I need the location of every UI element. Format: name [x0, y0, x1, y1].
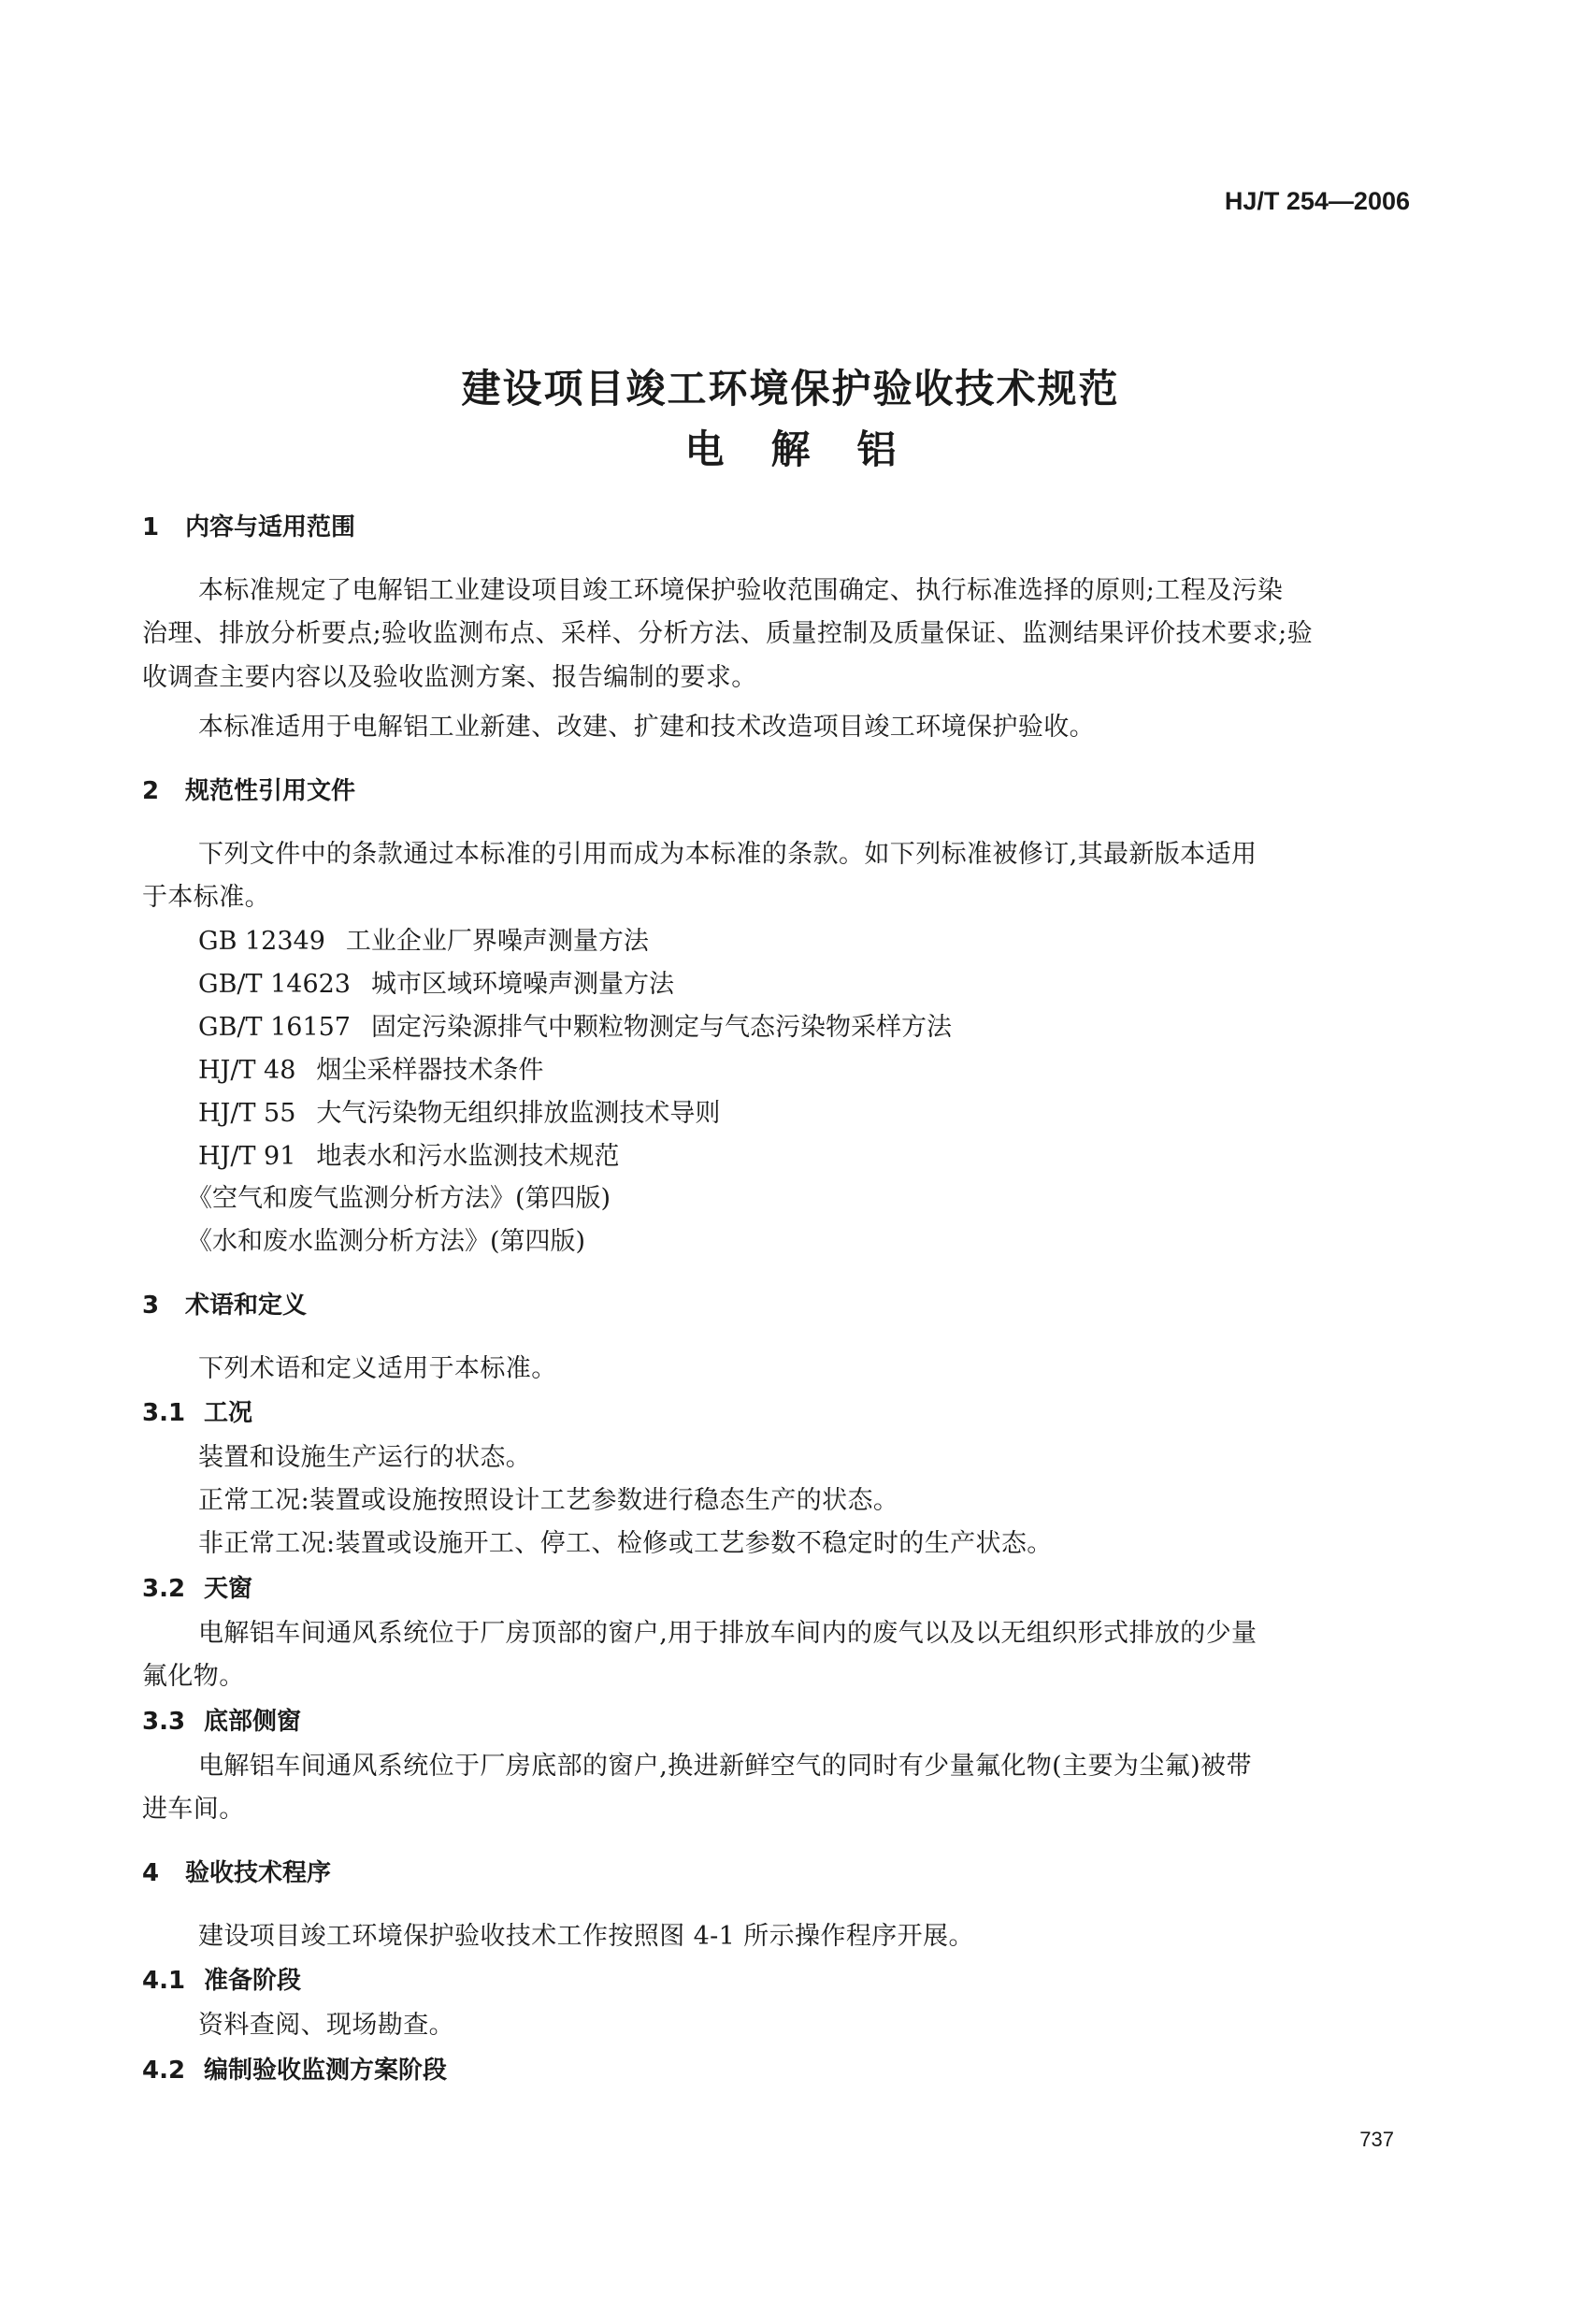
- section-1-heading: [142, 508, 355, 542]
- paragraph: 下列文件中的条款通过本标准的引用而成为本标准的条款。如下列标准被修订,其最新版本适用: [198, 840, 1258, 869]
- section-2-heading: [142, 772, 355, 806]
- reference-code: GB 12349: [198, 927, 325, 956]
- section-number: 2: [142, 777, 160, 805]
- paragraph: 非正常工况:装置或设施开工、停工、检修或工艺参数不稳定时的生产状态。: [198, 1529, 1053, 1558]
- paragraph: 正常工况:装置或设施按照设计工艺参数进行稳态生产的状态。: [198, 1486, 899, 1515]
- subsection-title: 工况: [204, 1399, 253, 1427]
- reference-item: [198, 920, 649, 957]
- paragraph: 本标准适用于电解铝工业新建、改建、扩建和技术改造项目竣工环境保护验收。: [198, 713, 1095, 742]
- paragraph: 资料查阅、现场勘查。: [198, 2011, 454, 2040]
- page-number: 737: [1359, 2128, 1394, 2151]
- subsection-4-2-heading: [142, 2051, 447, 2086]
- subsection-3-2-heading: [142, 1569, 252, 1604]
- subsection-title: 编制验收监测方案阶段: [204, 2057, 448, 2085]
- reference-code: GB/T 14623: [198, 970, 351, 999]
- reference-item: [198, 1092, 720, 1129]
- reference-item: [198, 963, 674, 1000]
- paragraph-continuation: 收调查主要内容以及验收监测方案、报告编制的要求。: [142, 663, 757, 692]
- section-4-heading: [142, 1854, 331, 1888]
- subsection-number: 3.1: [142, 1399, 186, 1427]
- subsection-title: 准备阶段: [204, 1967, 302, 1995]
- document-title: 建设项目竣工环境保护验收技术规范: [461, 366, 1120, 411]
- reference-code: HJ/T 91: [198, 1142, 296, 1171]
- reference-book: 《水和废水监测分析方法》(第四版): [187, 1227, 586, 1256]
- paragraph-continuation: 治理、排放分析要点;验收监测布点、采样、分析方法、质量控制及质量保证、监测结果评价技术要求;验: [142, 619, 1313, 648]
- paragraph: 电解铝车间通风系统位于厂房底部的窗户,换进新鲜空气的同时有少量氟化物(主要为尘氟)被带: [198, 1752, 1252, 1781]
- paragraph-continuation: 氟化物。: [142, 1662, 245, 1691]
- paragraph-continuation: 进车间。: [142, 1795, 245, 1824]
- paragraph: 本标准规定了电解铝工业建设项目竣工环境保护验收范围确定、执行标准选择的原则;工程及污染: [198, 576, 1284, 605]
- paragraph: 装置和设施生产运行的状态。: [198, 1443, 532, 1472]
- section-3-heading: [142, 1286, 307, 1321]
- section-number: 4: [142, 1859, 160, 1887]
- paragraph-continuation: 于本标准。: [142, 883, 270, 912]
- document-number: HJ/T 254—2006: [1224, 187, 1410, 215]
- subsection-title: 底部侧窗: [204, 1708, 302, 1736]
- reference-item: [198, 1049, 543, 1086]
- subsection-number: 4.2: [142, 2057, 186, 2085]
- reference-title: 地表水和污水监测技术规范: [316, 1142, 620, 1171]
- section-number: 1: [142, 513, 160, 541]
- subsection-number: 3.3: [142, 1708, 186, 1736]
- subsection-4-1-heading: [142, 1961, 301, 1996]
- reference-code: HJ/T 55: [198, 1099, 296, 1128]
- section-title: 内容与适用范围: [185, 513, 356, 541]
- reference-item: [198, 1135, 619, 1172]
- reference-book: 《空气和废气监测分析方法》(第四版): [187, 1184, 611, 1213]
- paragraph: 建设项目竣工环境保护验收技术工作按照图 4-1 所示操作程序开展。: [198, 1922, 974, 1951]
- reference-title: 烟尘采样器技术条件: [316, 1056, 544, 1085]
- reference-title: 大气污染物无组织排放监测技术导则: [316, 1099, 721, 1128]
- reference-code: GB/T 16157: [198, 1013, 351, 1042]
- subsection-number: 3.2: [142, 1575, 186, 1603]
- subsection-number: 4.1: [142, 1967, 186, 1995]
- reference-code: HJ/T 48: [198, 1056, 296, 1085]
- reference-item: [198, 1006, 952, 1043]
- section-title: 术语和定义: [185, 1292, 308, 1320]
- section-number: 3: [142, 1292, 160, 1320]
- section-title: 验收技术程序: [185, 1859, 332, 1887]
- subsection-3-1-heading: [142, 1393, 252, 1428]
- reference-title: 城市区域环境噪声测量方法: [371, 970, 674, 999]
- subsection-title: 天窗: [204, 1575, 253, 1603]
- reference-title: 工业企业厂界噪声测量方法: [345, 927, 649, 956]
- section-title: 规范性引用文件: [185, 777, 356, 805]
- subsection-3-3-heading: [142, 1702, 301, 1737]
- reference-title: 固定污染源排气中颗粒物测定与气态污染物采样方法: [371, 1013, 952, 1042]
- document-subtitle: 电解铝: [684, 426, 943, 472]
- paragraph: 下列术语和定义适用于本标准。: [198, 1354, 557, 1383]
- paragraph: 电解铝车间通风系统位于厂房顶部的窗户,用于排放车间内的废气以及以无组织形式排放的少量: [198, 1619, 1258, 1648]
